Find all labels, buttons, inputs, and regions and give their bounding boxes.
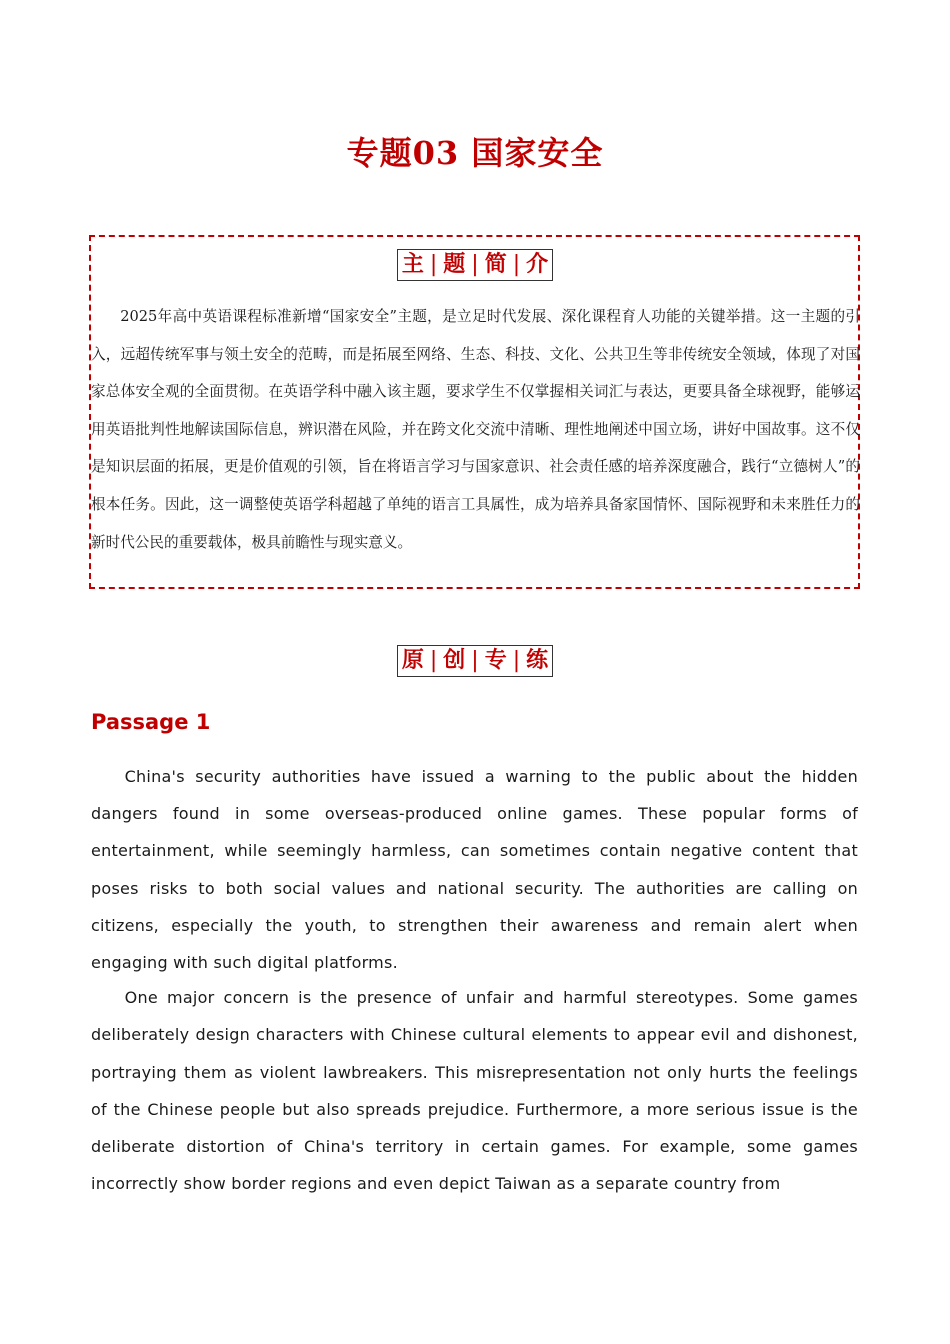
passage-paragraph: One major concern is the presence of unfair and harmful stereotypes. Some games deliberately design characters with Chinese cultural elements to appear evil and dishonest, portraying them as violent lawbreakers. This misrepresentation not only hurts the feelings of the Chinese people but also spreads prejudice. Furthermore, a more serious issue is the deliberate distortion of China's territory in certain games. For example, some games incorrectly show border regions and even depict Taiwan as a separate country from (91, 988, 858, 1194)
heading-char: 题 (443, 252, 466, 277)
heading-separator: | (471, 252, 479, 277)
heading-char: 创 (443, 648, 466, 673)
practice-section-heading (0, 645, 950, 677)
intro-heading-label (397, 249, 553, 281)
intro-section-heading (0, 249, 950, 281)
heading-char: 介 (526, 252, 549, 277)
heading-separator: | (429, 252, 438, 277)
practice-heading-label (397, 645, 553, 677)
heading-separator: | (512, 252, 521, 277)
heading-separator: | (512, 648, 521, 673)
passage-paragraph: China's security authorities have issued a warning to the public about the hidden dangers found in some overseas-produced online games. These popular forms of entertainment, while seemingly harmless, can sometimes contain negative content that poses risks to both social values and national security. The authorities are calling on citizens, especially the youth, to strengthen their awareness and remain alert when engaging with such digital platforms. (91, 767, 858, 973)
heading-char: 简 (484, 252, 507, 277)
heading-separator: | (471, 648, 479, 673)
heading-separator: | (429, 648, 438, 673)
heading-char: 原 (401, 648, 424, 673)
heading-char: 练 (526, 648, 549, 673)
page-title: 专题03 国家安全 (346, 134, 604, 172)
heading-char: 专 (484, 648, 507, 673)
heading-char: 主 (401, 252, 424, 277)
passage-body (91, 758, 858, 1200)
passage-title: Passage 1 (91, 710, 211, 734)
intro-paragraph: 2025年高中英语课程标准新增“国家安全”主题，是立足时代发展、深化课程育人功能的关键举措。这一主题的引入，远超传统军事与领土安全的范畴，而是拓展至网络、生态、科技、文化、公共卫生等非传统安全领域，体现了对国家总体安全观的全面贯彻。在英语学科中融入该主题，要求学生不仅掌握相关词汇与表达，更要具备全球视野，能够运用英语批判性地解读国际信息，辨识潜在风险，并在跨文化交流中清晰、理性地阐述中国立场，讲好中国故事。这不仅是知识层面的拓展，更是价值观的引领，旨在将语言学习与国家意识、社会责任感的培养深度融合，践行“立德树人”的根本任务。因此，这一调整使英语学科超越了单纯的语言工具属性，成为培养具备家国情怀、国际视野和未来胜任力的新时代公民的重要载体，极具前瞻性与现实意义。 (91, 308, 860, 551)
